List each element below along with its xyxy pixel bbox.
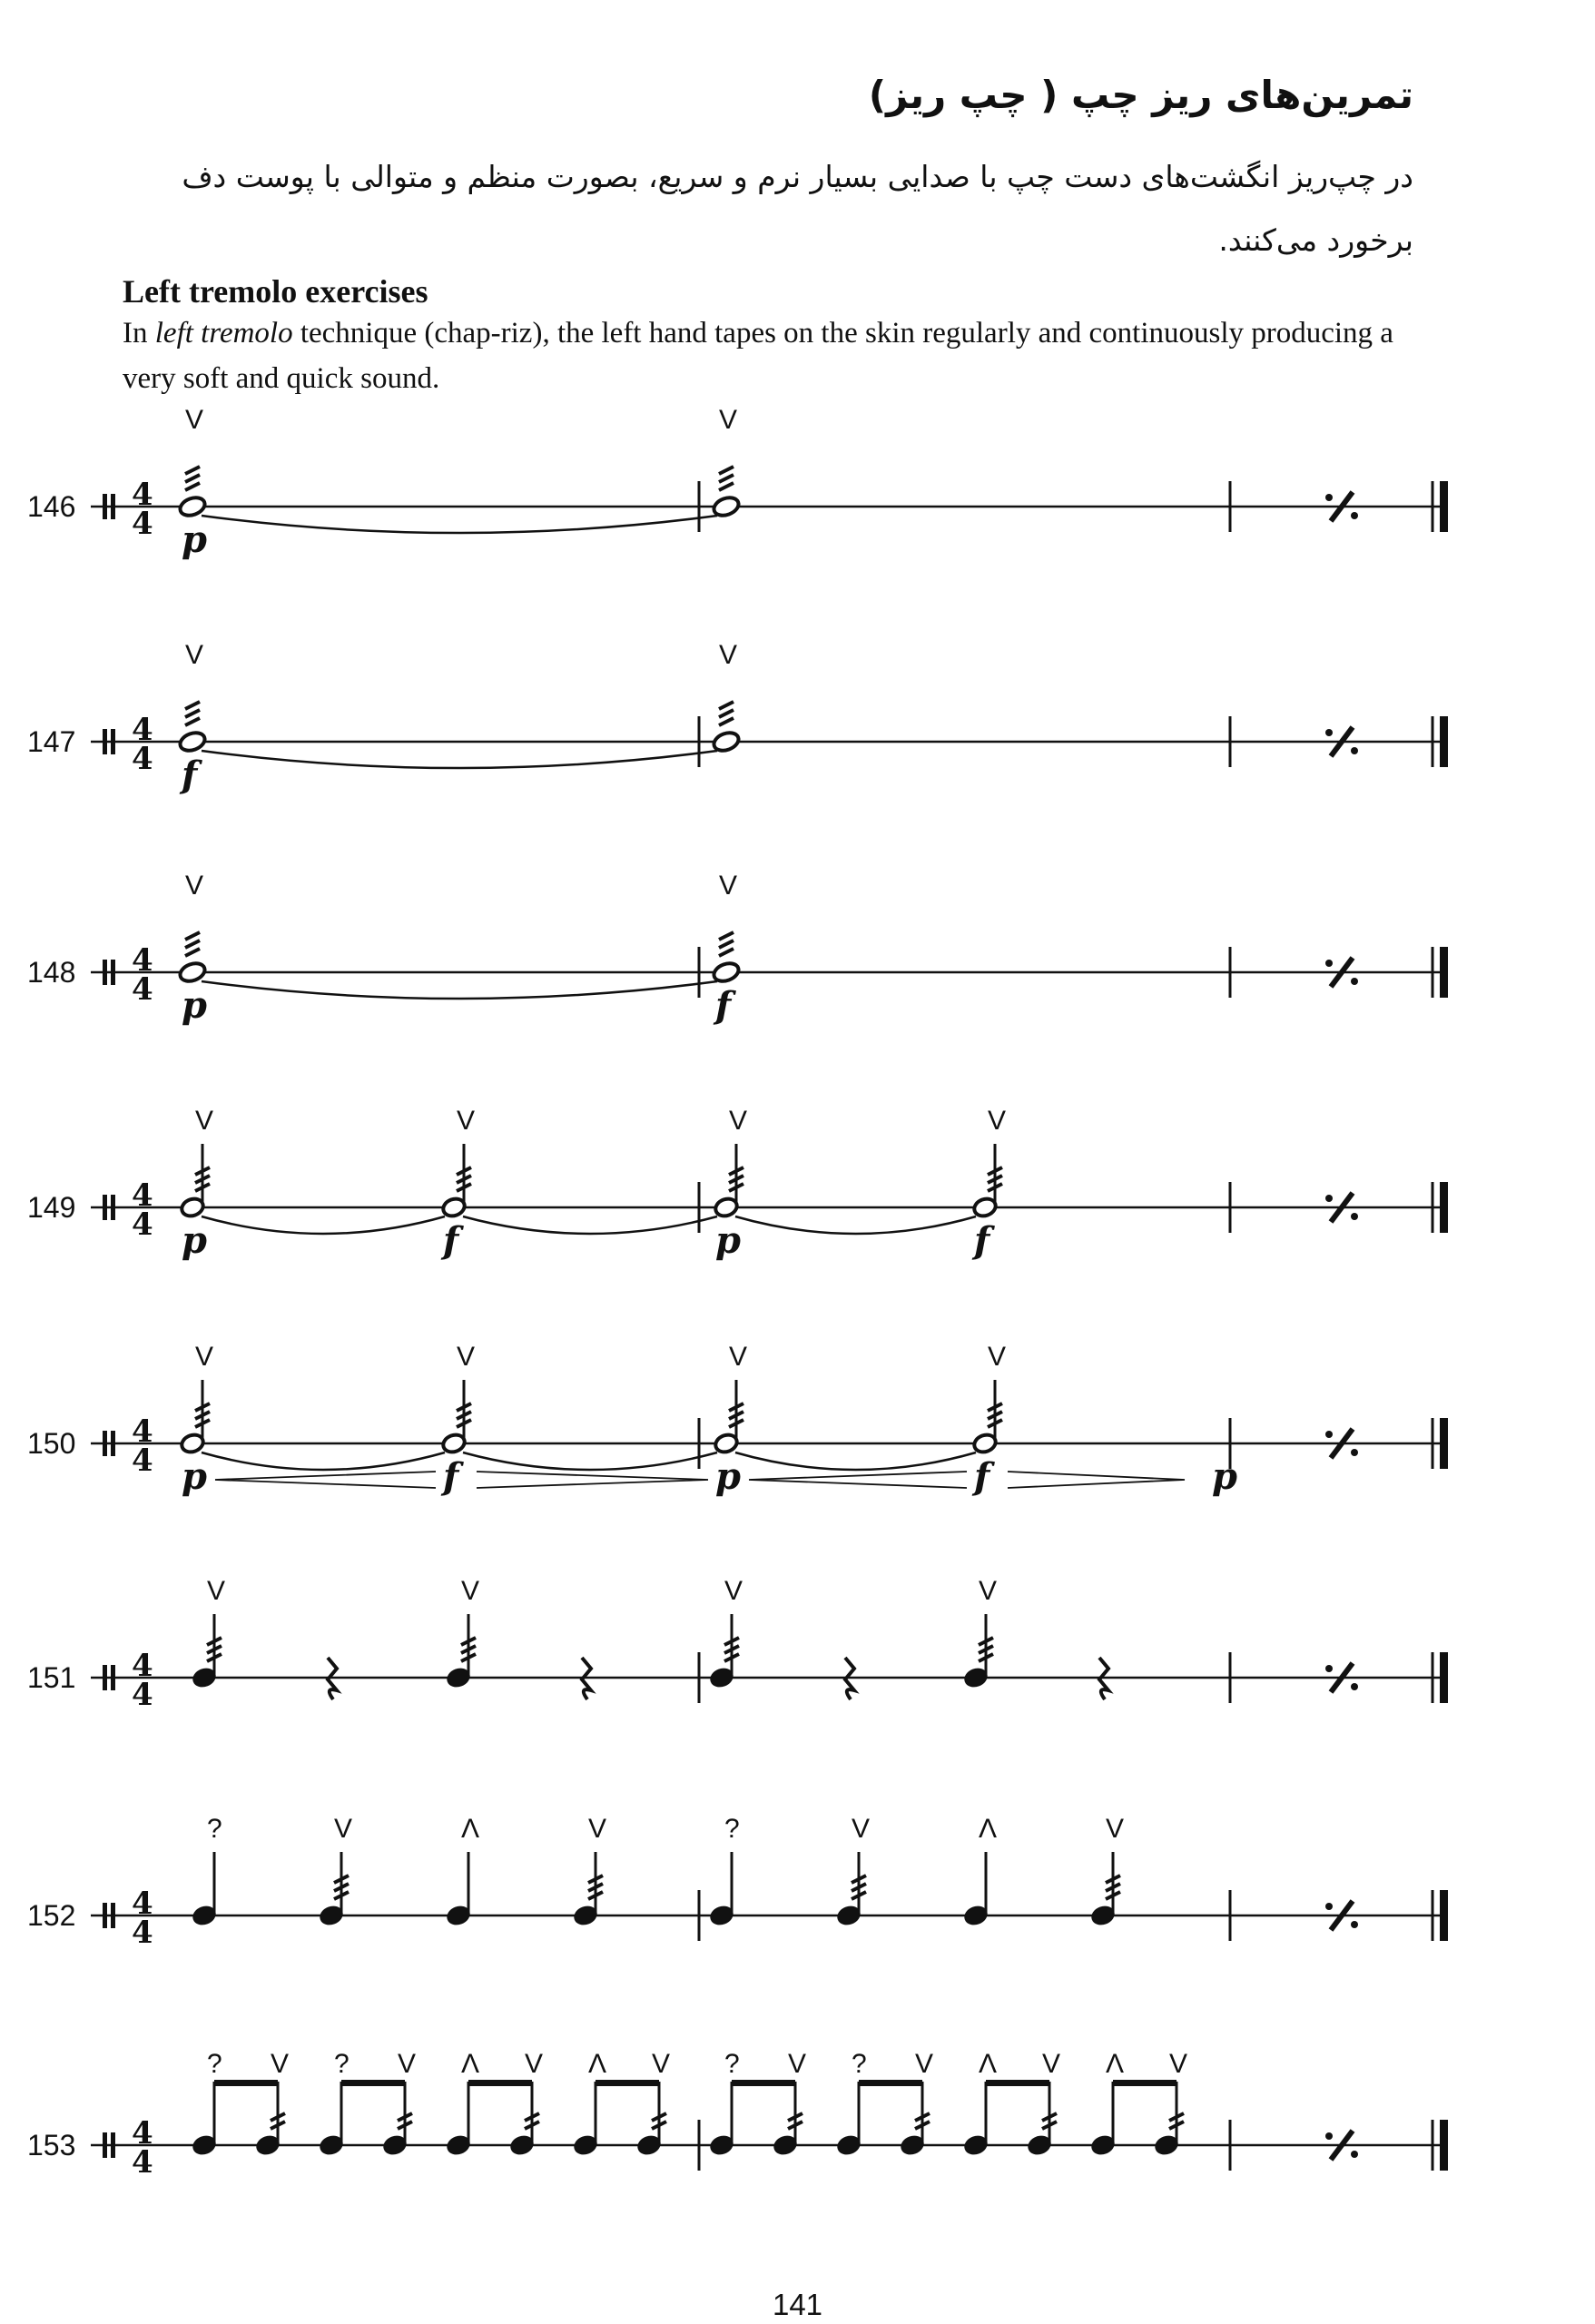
articulation-mark: V xyxy=(398,2049,417,2079)
final-barline-thick xyxy=(1440,1890,1448,1941)
note xyxy=(709,1814,740,1927)
articulation-mark: Λ xyxy=(461,1814,480,1844)
time-signature-top: 4 xyxy=(132,1413,153,1450)
time-signature-top: 4 xyxy=(132,942,153,979)
tremolo-stroke xyxy=(185,718,200,725)
dynamic-marking: p xyxy=(182,984,207,1027)
measure-repeat-dot xyxy=(1351,1213,1358,1220)
note xyxy=(180,1106,213,1262)
time-signature-bottom: 4 xyxy=(132,1443,153,1479)
final-barline-thick xyxy=(1440,481,1448,532)
time-signature-bottom: 4 xyxy=(132,506,153,542)
articulation-mark: V xyxy=(652,2049,671,2079)
articulation-mark: ? xyxy=(724,1814,740,1844)
time-signature-top: 4 xyxy=(132,1886,153,1922)
articulation-mark: V xyxy=(334,1814,353,1844)
articulation-mark: V xyxy=(457,1342,476,1372)
measure-repeat-dot xyxy=(1325,960,1333,967)
articulation-mark: V xyxy=(185,405,204,435)
note xyxy=(180,1342,213,1498)
beam xyxy=(341,2080,405,2086)
tie xyxy=(202,1452,445,1470)
note xyxy=(573,1814,606,1927)
note xyxy=(192,1576,225,1689)
note xyxy=(773,2049,806,2157)
tie xyxy=(202,1216,445,1234)
dynamic-marking: p xyxy=(182,1455,207,1498)
note xyxy=(836,1814,870,1927)
tie xyxy=(202,981,717,999)
measure-repeat-dot xyxy=(1325,729,1333,736)
english-title: Left tremolo exercises xyxy=(123,273,428,310)
tremolo-stroke xyxy=(185,949,200,956)
diminuendo-hairpin xyxy=(477,1472,708,1488)
exercise-146 xyxy=(27,405,1448,561)
english-paragraph-after: technique (chap-riz), the left hand tapes on the skin regularly and continuously producing a very soft and quick sound. xyxy=(123,317,1393,395)
exercise-150 xyxy=(27,1342,1448,1498)
note xyxy=(1027,2049,1060,2157)
note xyxy=(446,1814,479,1927)
exercise-151 xyxy=(27,1576,1448,1713)
measure-repeat-dot xyxy=(1351,1921,1358,1928)
dynamic-marking: p xyxy=(715,1219,741,1262)
tremolo-stroke xyxy=(719,718,734,725)
note xyxy=(319,1814,352,1927)
tremolo-stroke xyxy=(719,475,734,482)
note xyxy=(178,405,207,561)
articulation-mark: ? xyxy=(207,2049,222,2079)
articulation-mark: V xyxy=(724,1576,743,1606)
note xyxy=(255,2049,289,2157)
note xyxy=(440,1342,475,1498)
tie xyxy=(463,1452,717,1470)
tremolo-stroke xyxy=(719,940,734,948)
articulation-mark: V xyxy=(195,1106,214,1136)
note xyxy=(446,2049,479,2157)
note xyxy=(178,640,207,796)
exercise-number: 147 xyxy=(27,725,76,758)
articulation-mark: ? xyxy=(852,2049,867,2079)
note xyxy=(836,2049,867,2157)
tie xyxy=(463,1216,717,1234)
tremolo-stroke xyxy=(719,932,734,940)
dynamic-marking: f xyxy=(443,1219,459,1262)
note xyxy=(178,871,207,1027)
note xyxy=(1090,1814,1124,1927)
measure-repeat-dot xyxy=(1325,1431,1333,1438)
note xyxy=(446,1576,479,1689)
time-signature-bottom: 4 xyxy=(132,1677,153,1713)
tremolo-stroke xyxy=(185,932,200,940)
time-signature-bottom: 4 xyxy=(132,741,153,777)
persian-paragraph: در چپ‌ریز انگشت‌های دست چپ با صدایی بسیار نرم و سریع، بصورت منظم و متوالی با پوست دف برخورد می‌کنند. xyxy=(182,159,1413,258)
articulation-mark: V xyxy=(729,1342,748,1372)
exercise-153 xyxy=(27,2049,1448,2181)
final-barline-thick xyxy=(1440,1652,1448,1703)
articulation-mark: V xyxy=(185,640,204,670)
articulation-mark: V xyxy=(719,405,738,435)
note xyxy=(509,2049,543,2157)
articulation-mark: V xyxy=(852,1814,871,1844)
measure-repeat-dot xyxy=(1351,978,1358,985)
exercise-147 xyxy=(27,640,1448,796)
articulation-mark: V xyxy=(1169,2049,1188,2079)
time-signature-bottom: 4 xyxy=(132,1915,153,1951)
beam xyxy=(596,2080,659,2086)
time-signature-top: 4 xyxy=(132,1648,153,1684)
measure-repeat-dot xyxy=(1325,494,1333,501)
articulation-mark: ? xyxy=(207,1814,222,1844)
articulation-mark: V xyxy=(979,1576,998,1606)
articulation-mark: V xyxy=(788,2049,807,2079)
dynamic-marking: p xyxy=(715,1455,741,1498)
exercise-148 xyxy=(27,871,1448,1027)
articulation-mark: V xyxy=(719,640,738,670)
note xyxy=(963,1814,997,1927)
measure-repeat-dot xyxy=(1351,2151,1358,2158)
beam xyxy=(732,2080,795,2086)
articulation-mark: V xyxy=(461,1576,480,1606)
measure-repeat-dot xyxy=(1351,1683,1358,1690)
articulation-mark: V xyxy=(719,871,738,901)
note xyxy=(192,2049,222,2157)
tie xyxy=(735,1216,976,1234)
tremolo-stroke xyxy=(185,483,200,490)
persian-title: تمرین‌های ریز چپ ( چپ ریز) xyxy=(868,73,1413,117)
exercise-number: 150 xyxy=(27,1427,76,1460)
exercise-number: 153 xyxy=(27,2129,76,2162)
note xyxy=(709,2049,740,2157)
dynamic-marking: f xyxy=(715,984,732,1027)
measure-repeat-dot xyxy=(1325,1665,1333,1672)
time-signature-bottom: 4 xyxy=(132,2144,153,2181)
beam xyxy=(859,2080,922,2086)
tremolo-stroke xyxy=(185,467,200,474)
exercise-number: 149 xyxy=(27,1191,76,1224)
crescendo-hairpin xyxy=(749,1472,967,1488)
exercise-149 xyxy=(27,1106,1448,1262)
articulation-mark: V xyxy=(185,871,204,901)
tremolo-stroke xyxy=(185,710,200,717)
tie xyxy=(202,751,717,768)
note xyxy=(573,2049,606,2157)
note xyxy=(709,1576,743,1689)
english-paragraph-emphasis: left tremolo xyxy=(154,317,293,350)
exercise-number: 146 xyxy=(27,490,76,523)
beam xyxy=(1113,2080,1177,2086)
page-number: 141 xyxy=(772,2288,823,2321)
note xyxy=(900,2049,933,2157)
note xyxy=(712,640,741,753)
beam xyxy=(468,2080,532,2086)
articulation-mark: ? xyxy=(724,2049,740,2079)
note xyxy=(712,871,741,1027)
crescendo-hairpin xyxy=(215,1472,436,1488)
time-signature-bottom: 4 xyxy=(132,971,153,1008)
measure-repeat-dot xyxy=(1351,512,1358,519)
dynamic-marking: p xyxy=(182,1219,207,1262)
dynamic-marking: f xyxy=(974,1455,990,1498)
time-signature-top: 4 xyxy=(132,2115,153,2152)
note xyxy=(319,2049,350,2157)
note xyxy=(382,2049,416,2157)
final-barline-thick xyxy=(1440,1182,1448,1233)
note xyxy=(712,405,741,518)
tremolo-stroke xyxy=(185,475,200,482)
articulation-mark: V xyxy=(1042,2049,1061,2079)
exercise-152 xyxy=(27,1814,1448,1951)
note xyxy=(963,1576,997,1689)
articulation-mark: V xyxy=(988,1106,1007,1136)
final-barline-thick xyxy=(1440,2120,1448,2171)
tie xyxy=(735,1452,976,1470)
tremolo-stroke xyxy=(719,467,734,474)
tremolo-stroke xyxy=(719,710,734,717)
articulation-mark: ? xyxy=(334,2049,350,2079)
articulation-mark: Λ xyxy=(979,2049,998,2079)
articulation-mark: V xyxy=(457,1106,476,1136)
exercise-number: 151 xyxy=(27,1661,76,1694)
note xyxy=(1154,2049,1187,2157)
tremolo-stroke xyxy=(185,702,200,709)
final-barline-thick xyxy=(1440,947,1448,998)
note xyxy=(963,2049,997,2157)
exercise-number: 148 xyxy=(27,956,76,989)
dynamic-marking: f xyxy=(443,1455,459,1498)
tremolo-stroke xyxy=(719,483,734,490)
note xyxy=(714,1342,747,1498)
articulation-mark: V xyxy=(915,2049,934,2079)
english-paragraph-before: In xyxy=(123,317,155,350)
articulation-mark: Λ xyxy=(979,1814,998,1844)
articulation-mark: V xyxy=(195,1342,214,1372)
dynamic-marking: f xyxy=(182,753,198,796)
tremolo-stroke xyxy=(719,949,734,956)
measure-repeat-dot xyxy=(1325,2132,1333,2140)
articulation-mark: Λ xyxy=(1106,2049,1125,2079)
tremolo-stroke xyxy=(185,940,200,948)
measure-repeat-dot xyxy=(1351,1449,1358,1456)
time-signature-top: 4 xyxy=(132,1177,153,1214)
note xyxy=(1090,2049,1124,2157)
final-barline-thick xyxy=(1440,716,1448,767)
articulation-mark: V xyxy=(1106,1814,1125,1844)
measure-repeat-dot xyxy=(1325,1903,1333,1910)
articulation-mark: V xyxy=(988,1342,1007,1372)
articulation-mark: V xyxy=(729,1106,748,1136)
articulation-mark: V xyxy=(588,1814,607,1844)
beam xyxy=(214,2080,278,2086)
time-signature-top: 4 xyxy=(132,712,153,748)
note xyxy=(192,1814,222,1927)
articulation-mark: V xyxy=(525,2049,544,2079)
note xyxy=(971,1106,1006,1262)
note xyxy=(714,1106,747,1262)
note xyxy=(440,1106,475,1262)
tremolo-stroke xyxy=(719,702,734,709)
exercise-number: 152 xyxy=(27,1899,76,1932)
beam xyxy=(986,2080,1049,2086)
dynamic-marking: p xyxy=(1212,1455,1237,1498)
articulation-mark: V xyxy=(207,1576,226,1606)
note xyxy=(971,1342,1006,1498)
dynamic-marking: f xyxy=(974,1219,990,1262)
articulation-mark: V xyxy=(271,2049,290,2079)
articulation-mark: Λ xyxy=(588,2049,607,2079)
measure-repeat-dot xyxy=(1325,1195,1333,1202)
diminuendo-hairpin xyxy=(1008,1472,1185,1488)
time-signature-bottom: 4 xyxy=(132,1206,153,1243)
articulation-mark: Λ xyxy=(461,2049,480,2079)
note xyxy=(636,2049,670,2157)
dynamic-marking: p xyxy=(182,518,207,561)
time-signature-top: 4 xyxy=(132,477,153,513)
measure-repeat-dot xyxy=(1351,747,1358,754)
final-barline-thick xyxy=(1440,1418,1448,1469)
tie xyxy=(202,516,717,533)
